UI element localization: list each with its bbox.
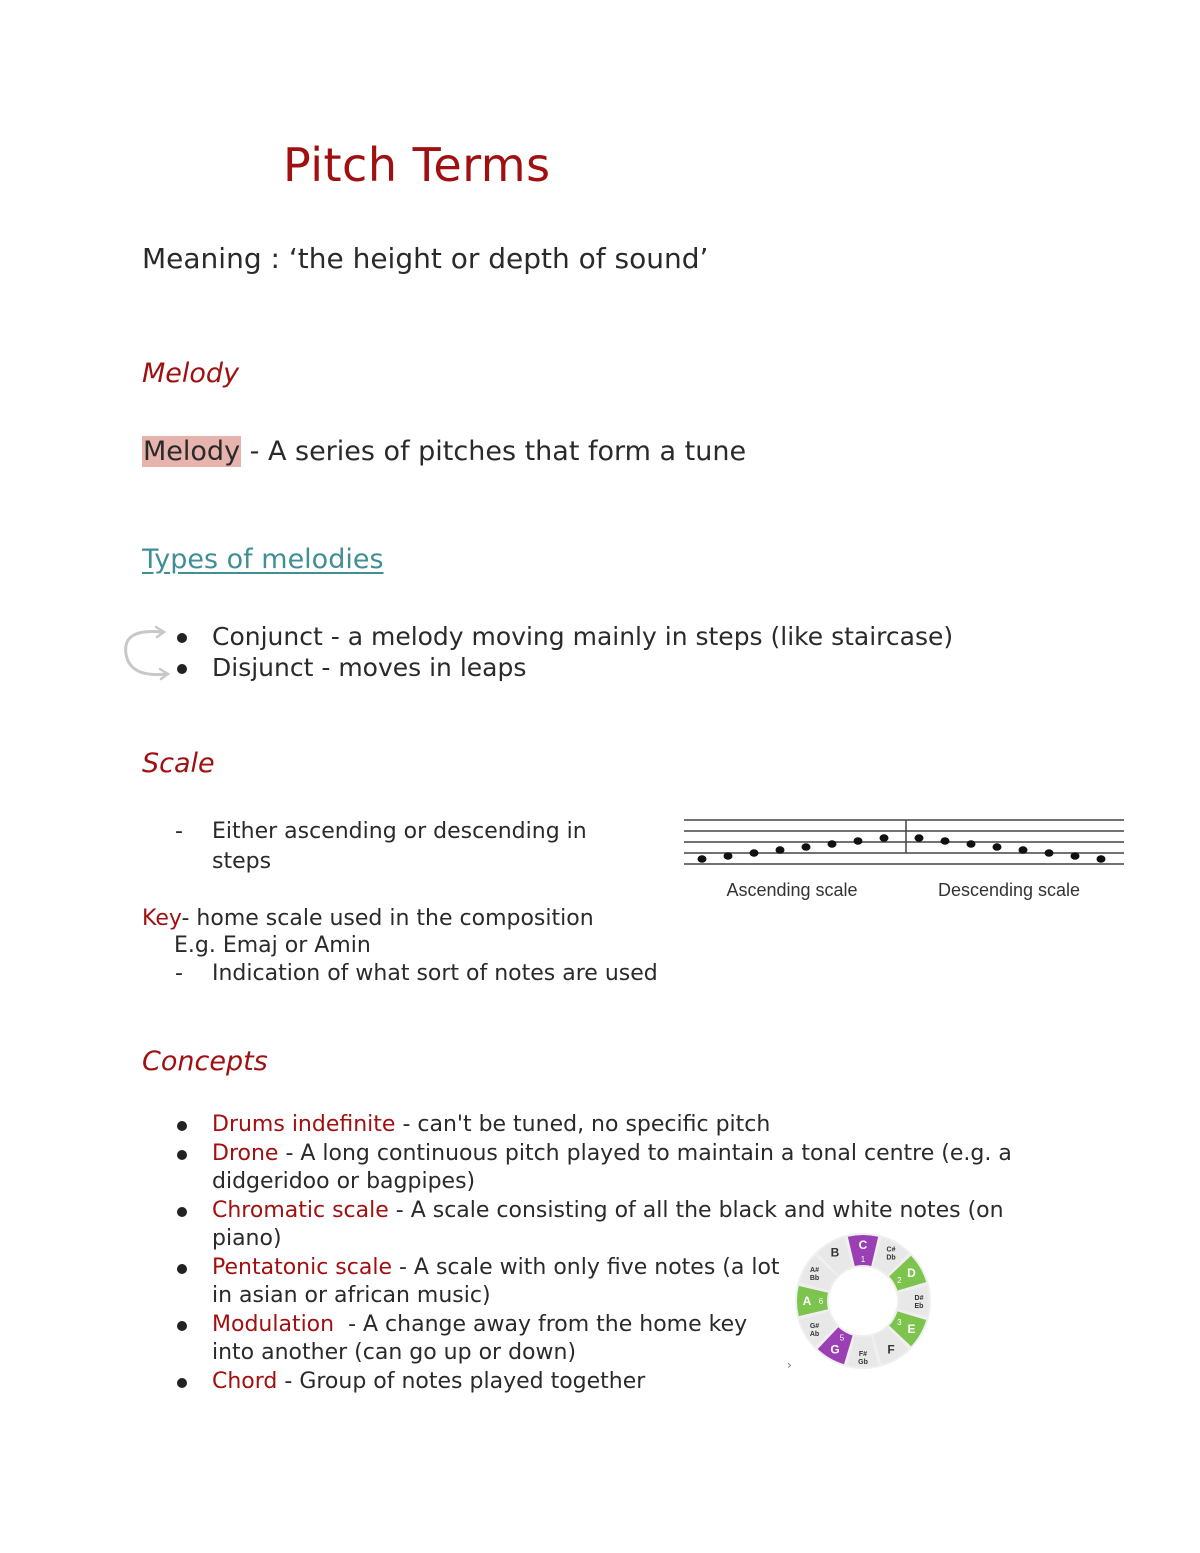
circle-degree-label: 2	[897, 1276, 902, 1285]
pentatonic-circle-figure	[788, 1226, 938, 1371]
concept-item	[142, 1368, 1012, 1397]
note-head	[967, 840, 976, 848]
key-line	[142, 906, 594, 931]
bullet-dot	[177, 1321, 187, 1331]
figure-mark: ›	[787, 1358, 792, 1372]
concept-definition: - can't be tuned, no specific pitch	[395, 1112, 771, 1137]
concept-term: Drone	[212, 1140, 279, 1166]
concept-line	[212, 1197, 1012, 1226]
note-head	[828, 840, 837, 848]
circle-note-label: C# Db	[886, 1246, 896, 1262]
melody-types-list	[142, 621, 953, 683]
note-head	[1045, 849, 1054, 857]
circle-note-label: D	[907, 1266, 916, 1280]
bullet-dot	[177, 633, 187, 643]
circle-note-label: F# Gb	[858, 1351, 868, 1366]
key-example: E.g. Emaj or Amin	[174, 933, 371, 958]
concept-definition: - A scale with only five notes (a lot	[392, 1254, 780, 1280]
types-of-melodies-heading: Types of melodies	[142, 544, 384, 575]
key-definition: - home scale used in the composition	[181, 906, 594, 931]
concept-item	[142, 1111, 1012, 1140]
concept-definition-continued: into another (can go up or down)	[212, 1340, 577, 1365]
bullet-dot	[177, 1207, 187, 1217]
concept-line	[212, 1368, 1012, 1397]
concept-term: Chord	[212, 1368, 278, 1394]
circle-note-label: A	[802, 1294, 812, 1308]
bullet-dot	[177, 1121, 187, 1131]
note-head	[993, 843, 1002, 851]
note-head	[776, 846, 785, 854]
melody-type-item	[142, 652, 953, 683]
scale-description-line-1: Either ascending or descending in	[212, 819, 587, 844]
circle-degree-label: 3	[897, 1318, 902, 1327]
note-head	[724, 852, 733, 860]
circle-note-label: G# Ab	[809, 1323, 820, 1338]
circle-note-label: A# Bb	[809, 1267, 820, 1282]
concept-definition: - Group of notes played together	[277, 1368, 646, 1394]
concept-term: Chromatic scale	[212, 1197, 389, 1223]
bullet-dot	[177, 1378, 187, 1388]
scale-description-line-2: steps	[212, 849, 272, 874]
note-head	[1097, 855, 1106, 863]
bullet-dot	[177, 1150, 187, 1160]
page-title: Pitch Terms	[283, 138, 551, 192]
concept-definition: - A scale consisting of all the black and white notes (on	[388, 1197, 1004, 1223]
notes	[698, 834, 1106, 863]
note-head	[854, 837, 863, 845]
note-head	[941, 837, 950, 845]
circle-note-label: G	[830, 1342, 840, 1357]
concept-line	[212, 1111, 1012, 1140]
ascending-label: Ascending scale	[726, 880, 858, 900]
key-term: Key	[142, 906, 182, 931]
note-head	[802, 843, 811, 851]
circle-note-label: B	[830, 1245, 840, 1260]
concept-line	[212, 1140, 1012, 1169]
meaning-line: Meaning : ‘the height or depth of sound’	[142, 242, 709, 275]
concept-term: Modulation	[212, 1311, 335, 1337]
note-head	[915, 834, 924, 842]
circle-note-label: C	[858, 1238, 868, 1252]
concept-term: Drums indefinite	[212, 1112, 396, 1137]
melody-term-highlight: Melody	[143, 436, 241, 467]
note-head	[880, 834, 889, 842]
concept-definition: - A change away from the home key	[334, 1311, 748, 1337]
staff-lines	[684, 820, 1124, 864]
concept-term: Pentatonic scale	[212, 1254, 392, 1280]
circle-degree-label: 6	[818, 1297, 824, 1306]
key-indication	[175, 961, 658, 986]
descending-label: Descending scale	[937, 880, 1081, 900]
circle-note-label: F	[887, 1342, 895, 1357]
circle-note-label: E	[907, 1322, 916, 1336]
dash-marker: -	[175, 819, 183, 844]
bullet-dot	[177, 1264, 187, 1274]
circle-degree-label: 5	[839, 1333, 845, 1343]
note-head	[1019, 846, 1028, 854]
scale-heading: Scale	[142, 748, 215, 779]
concept-item	[142, 1140, 1012, 1197]
concept-definition-continued: in asian or african music)	[212, 1283, 491, 1308]
melody-type-item	[142, 621, 953, 652]
circle-note-label: D# Eb	[914, 1295, 924, 1310]
concept-definition: - A long continuous pitch played to maintain a tonal centre (e.g. a	[278, 1140, 1012, 1166]
melody-type-text: Disjunct - moves in leaps	[212, 653, 527, 682]
melody-definition-text: - A series of pitches that form a tune	[241, 436, 747, 467]
concept-definition-continued: didgeridoo or bagpipes)	[212, 1169, 476, 1194]
scale-description	[175, 817, 587, 877]
melody-definition	[142, 436, 746, 467]
bullet-dot	[177, 664, 187, 674]
note-head	[750, 849, 759, 857]
dash-marker: -	[175, 961, 183, 986]
concepts-heading: Concepts	[142, 1046, 268, 1077]
melody-heading: Melody	[142, 358, 240, 389]
note-head	[698, 855, 707, 863]
concept-definition-continued: piano)	[212, 1226, 282, 1251]
scale-staff-figure	[684, 814, 1128, 904]
note-head	[1071, 852, 1080, 860]
circle-center	[829, 1267, 897, 1335]
melody-type-text: Conjunct - a melody moving mainly in steps (like staircase)	[212, 622, 954, 651]
key-indication-text: Indication of what sort of notes are used	[212, 961, 658, 986]
circle-degree-label: 1	[860, 1255, 866, 1264]
